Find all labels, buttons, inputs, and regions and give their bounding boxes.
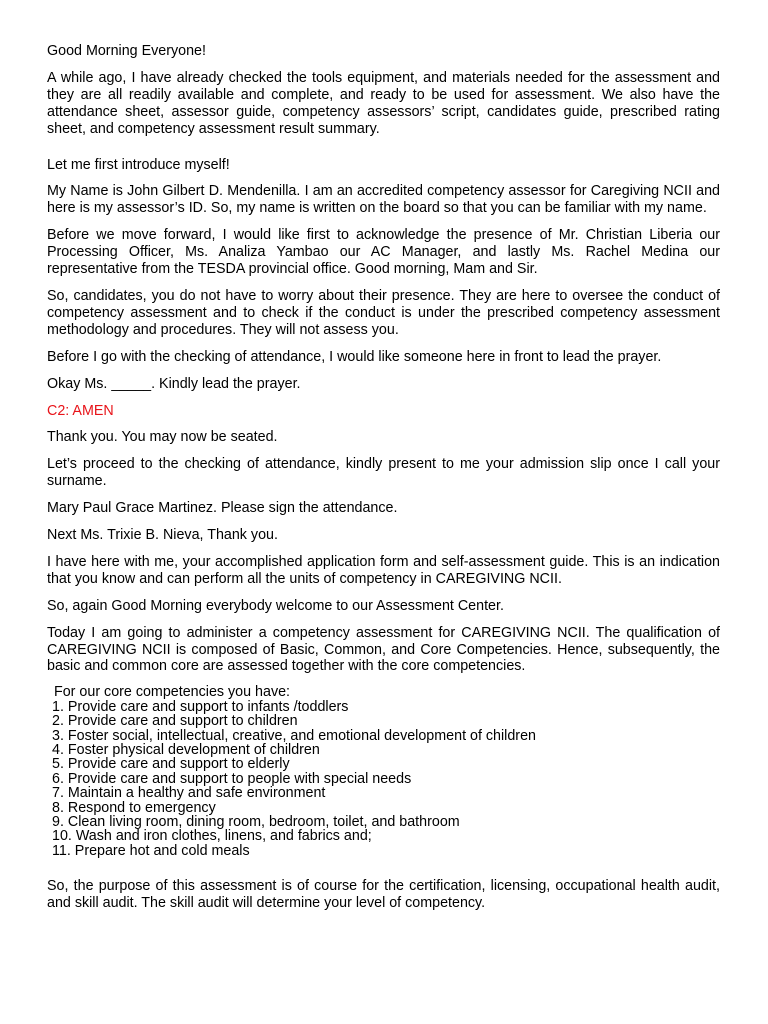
paragraph-seated: Thank you. You may now be seated.	[47, 429, 278, 446]
paragraph-candidates-worry: So, candidates, you do not have to worry about their presence. They are here to oversee the conduct of competency assessment and to check if the conduct is under the prescribed competency assessment methodology and procedures. They will not assess you.	[47, 287, 720, 338]
core-competencies-list	[47, 685, 720, 858]
list-item: 3. Foster social, intellectual, creative, and emotional development of children	[52, 727, 536, 744]
paragraph-purpose: So, the purpose of this assessment is of course for the certification, licensing, occupational health audit, and skill audit. The skill audit will determine your level of competency.	[47, 878, 720, 912]
paragraph-prayer-request: Before I go with the checking of attendance, I would like someone here in front to lead the prayer.	[47, 348, 662, 365]
core-list-title: For our core competencies you have:	[54, 684, 291, 701]
introduce-line: Let me first introduce myself!	[47, 156, 230, 173]
list-item: 2. Provide care and support to children	[52, 713, 298, 730]
list-item: 4. Foster physical development of children	[52, 742, 320, 758]
list-item: 11. Prepare hot and cold meals	[52, 842, 250, 859]
paragraph-welcome: So, again Good Morning everybody welcome to our Assessment Center.	[47, 597, 504, 614]
list-item: 1. Provide care and support to infants /toddlers	[52, 698, 349, 715]
greeting: Good Morning Everyone!	[47, 43, 206, 59]
list-item: 9. Clean living room, dining room, bedroom, toilet, and bathroom	[52, 814, 460, 831]
paragraph-next-candidate: Next Ms. Trixie B. Nieva, Thank you.	[47, 527, 278, 544]
paragraph-assessor-intro: My Name is John Gilbert D. Mendenilla. I am an accredited competency assessor for Caregiving NCII and here is my assessor’s ID. So, my name is written on the board so that you can be familiar with my name.	[47, 183, 720, 217]
list-item: 7. Maintain a healthy and safe environment	[52, 785, 326, 802]
c2-amen-line: C2: AMEN	[47, 402, 114, 419]
paragraph-application-form: I have here with me, your accomplished application form and self-assessment guide. This is an indication that you know and can perform all the units of competency in CAREGIVING NCII.	[47, 553, 720, 587]
list-item: 6. Provide care and support to people with special needs	[52, 770, 412, 787]
list-item: 5. Provide care and support to elderly	[52, 756, 290, 773]
paragraph-sign-attendance: Mary Paul Grace Martinez. Please sign the attendance.	[47, 500, 398, 517]
paragraph-lead-prayer: Okay Ms. _____. Kindly lead the prayer.	[47, 375, 301, 392]
paragraph-acknowledge: Before we move forward, I would like first to acknowledge the presence of Mr. Christian Liberia our Processing Officer, Ms. Analiza Yambao our AC Manager, and lastly Ms. Rachel Medina our representative from the TESDA provincial office. Good morning, Mam and Sir.	[47, 227, 720, 278]
paragraph-tools-check: A while ago, I have already checked the tools equipment, and materials needed for the assessment and they are all readily available and complete, and ready to be used for assessment. We also have the attendance sheet, assessor guide, competency assessors’ script, candidates guide, prescribed rating sheet, and competency assessment result summary.	[47, 69, 720, 137]
document-page	[47, 43, 720, 922]
paragraph-qualification: Today I am going to administer a competency assessment for CAREGIVING NCII. The qualification of CAREGIVING NCII is composed of Basic, Common, and Core Competencies. Hence, subsequently, the basic and common core are assessed together with the core competencies.	[47, 624, 720, 675]
list-item: 8. Respond to emergency	[52, 799, 216, 816]
list-item: 10. Wash and iron clothes, linens, and fabrics and;	[52, 828, 372, 845]
paragraph-attendance: Let’s proceed to the checking of attendance, kindly present to me your admission slip once I call your surname.	[47, 456, 720, 490]
